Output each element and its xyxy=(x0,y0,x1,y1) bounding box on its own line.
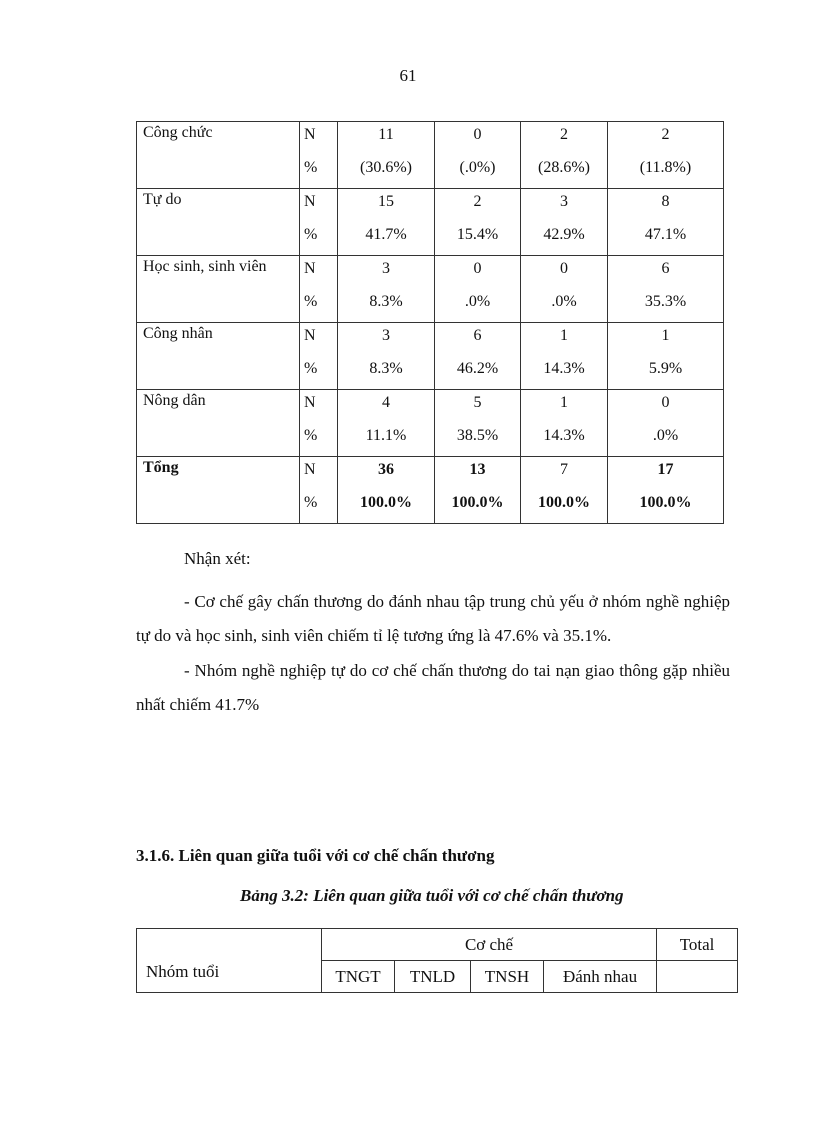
remark-paragraph-1: - Cơ chế gây chấn thương do đánh nhau tập trung chủ yếu ở nhóm nghề nghiệp tự do và học sinh, sinh viên chiếm tỉ lệ tương ứng là 47.6% và 35.1%. xyxy=(136,592,730,645)
count-value: 0 xyxy=(473,260,482,277)
measure-cell xyxy=(300,323,338,390)
column-header-tnld: TNLD xyxy=(395,961,471,993)
value-cell xyxy=(608,189,724,256)
percent-value: 5.9% xyxy=(648,360,683,377)
row-label: Công chức xyxy=(137,122,300,189)
table-row xyxy=(137,457,724,524)
count-value: 3 xyxy=(382,327,390,344)
value-cell xyxy=(435,390,521,457)
percent-value: 38.5% xyxy=(456,427,499,444)
value-cell xyxy=(338,189,435,256)
value-cell xyxy=(521,390,608,457)
percent-value: 8.3% xyxy=(369,293,403,310)
table-row xyxy=(137,256,724,323)
count-value: 0 xyxy=(473,126,482,143)
total-subheader-cell xyxy=(657,961,738,993)
percent-value: 15.4% xyxy=(456,226,499,243)
percent-value: 100.0% xyxy=(360,494,412,511)
measure-cell xyxy=(300,390,338,457)
percent-label: % xyxy=(304,293,318,310)
count-value: 4 xyxy=(382,394,390,411)
percent-value: 47.1% xyxy=(644,226,687,243)
section-heading: 3.1.6. Liên quan giữa tuổi với cơ chế chấn thương xyxy=(136,846,495,865)
percent-value: 35.3% xyxy=(644,293,687,310)
value-cell xyxy=(435,256,521,323)
percent-label: % xyxy=(304,427,318,444)
percent-value: .0% xyxy=(652,427,679,444)
count-value: 1 xyxy=(560,394,568,411)
count-value: 1 xyxy=(661,327,670,344)
value-cell xyxy=(338,323,435,390)
value-cell xyxy=(608,256,724,323)
percent-value: 100.0% xyxy=(538,494,590,511)
column-header-tnsh: TNSH xyxy=(471,961,544,993)
count-value: 6 xyxy=(661,260,670,277)
percent-value: .0% xyxy=(464,293,491,310)
measure-cell xyxy=(300,122,338,189)
value-cell xyxy=(608,323,724,390)
value-cell xyxy=(435,457,521,524)
value-cell xyxy=(521,189,608,256)
count-value: 0 xyxy=(661,394,670,411)
value-cell xyxy=(608,390,724,457)
percent-value: 11.1% xyxy=(365,427,407,444)
count-value: 2 xyxy=(560,126,568,143)
occupation-mechanism-table xyxy=(136,121,724,524)
percent-value: 100.0% xyxy=(451,494,504,511)
percent-value: (28.6%) xyxy=(538,159,590,176)
value-cell xyxy=(521,457,608,524)
count-value: 2 xyxy=(473,193,482,210)
value-cell xyxy=(338,457,435,524)
n-label: N xyxy=(304,126,316,143)
value-cell xyxy=(608,122,724,189)
value-cell xyxy=(338,122,435,189)
row-label: Tổng xyxy=(137,457,300,524)
row-label: Nông dân xyxy=(137,390,300,457)
page-number: 61 xyxy=(399,66,417,85)
value-cell xyxy=(521,323,608,390)
percent-value: (30.6%) xyxy=(360,159,412,176)
table-row xyxy=(137,323,724,390)
count-value: 36 xyxy=(378,461,394,478)
value-cell xyxy=(608,457,724,524)
remark-paragraph-2: - Nhóm nghề nghiệp tự do cơ chế chấn thương do tai nạn giao thông gặp nhiều nhất chiếm 41.7% xyxy=(136,661,730,714)
age-group-header: Nhóm tuổi xyxy=(137,929,322,993)
table-caption: Bảng 3.2: Liên quan giữa tuổi với cơ chế chấn thương xyxy=(240,886,624,905)
remarks-title: Nhận xét: xyxy=(184,549,251,568)
row-label: Tự do xyxy=(137,189,300,256)
value-cell xyxy=(521,122,608,189)
percent-value: 14.3% xyxy=(543,427,585,444)
count-value: 6 xyxy=(473,327,482,344)
count-value: 7 xyxy=(560,461,568,478)
measure-cell xyxy=(300,457,338,524)
percent-value: 41.7% xyxy=(365,226,407,243)
count-value: 0 xyxy=(560,260,568,277)
percent-value: (11.8%) xyxy=(639,159,692,176)
value-cell xyxy=(435,323,521,390)
count-value: 15 xyxy=(378,193,394,210)
table-row xyxy=(137,189,724,256)
measure-cell xyxy=(300,189,338,256)
count-value: 2 xyxy=(661,126,670,143)
n-label: N xyxy=(304,260,316,277)
percent-value: 46.2% xyxy=(456,360,499,377)
percent-value: 8.3% xyxy=(369,360,403,377)
count-value: 1 xyxy=(560,327,568,344)
count-value: 13 xyxy=(469,461,486,478)
row-label: Học sinh, sinh viên xyxy=(137,256,300,323)
count-value: 3 xyxy=(560,193,568,210)
count-value: 8 xyxy=(661,193,670,210)
age-mechanism-table xyxy=(136,928,738,993)
count-value: 17 xyxy=(657,461,674,478)
column-header-danh-nhau: Đánh nhau xyxy=(544,961,657,993)
percent-value: (.0%) xyxy=(459,159,496,176)
measure-cell xyxy=(300,256,338,323)
table-row xyxy=(137,122,724,189)
count-value: 5 xyxy=(473,394,482,411)
value-cell xyxy=(338,390,435,457)
n-label: N xyxy=(304,193,316,210)
count-value: 3 xyxy=(382,260,390,277)
column-header-tngt: TNGT xyxy=(322,961,395,993)
percent-value: .0% xyxy=(551,293,577,310)
percent-value: 42.9% xyxy=(543,226,585,243)
value-cell xyxy=(521,256,608,323)
percent-value: 100.0% xyxy=(639,494,692,511)
percent-label: % xyxy=(304,494,318,511)
percent-value: 14.3% xyxy=(543,360,585,377)
count-value: 11 xyxy=(378,126,394,143)
value-cell xyxy=(435,189,521,256)
value-cell xyxy=(435,122,521,189)
percent-label: % xyxy=(304,360,318,377)
n-label: N xyxy=(304,461,316,478)
percent-label: % xyxy=(304,159,318,176)
mechanism-header: Cơ chế xyxy=(322,929,657,961)
value-cell xyxy=(338,256,435,323)
n-label: N xyxy=(304,394,316,411)
row-label: Công nhân xyxy=(137,323,300,390)
percent-label: % xyxy=(304,226,318,243)
n-label: N xyxy=(304,327,316,344)
total-header: Total xyxy=(657,929,738,961)
table-row xyxy=(137,390,724,457)
